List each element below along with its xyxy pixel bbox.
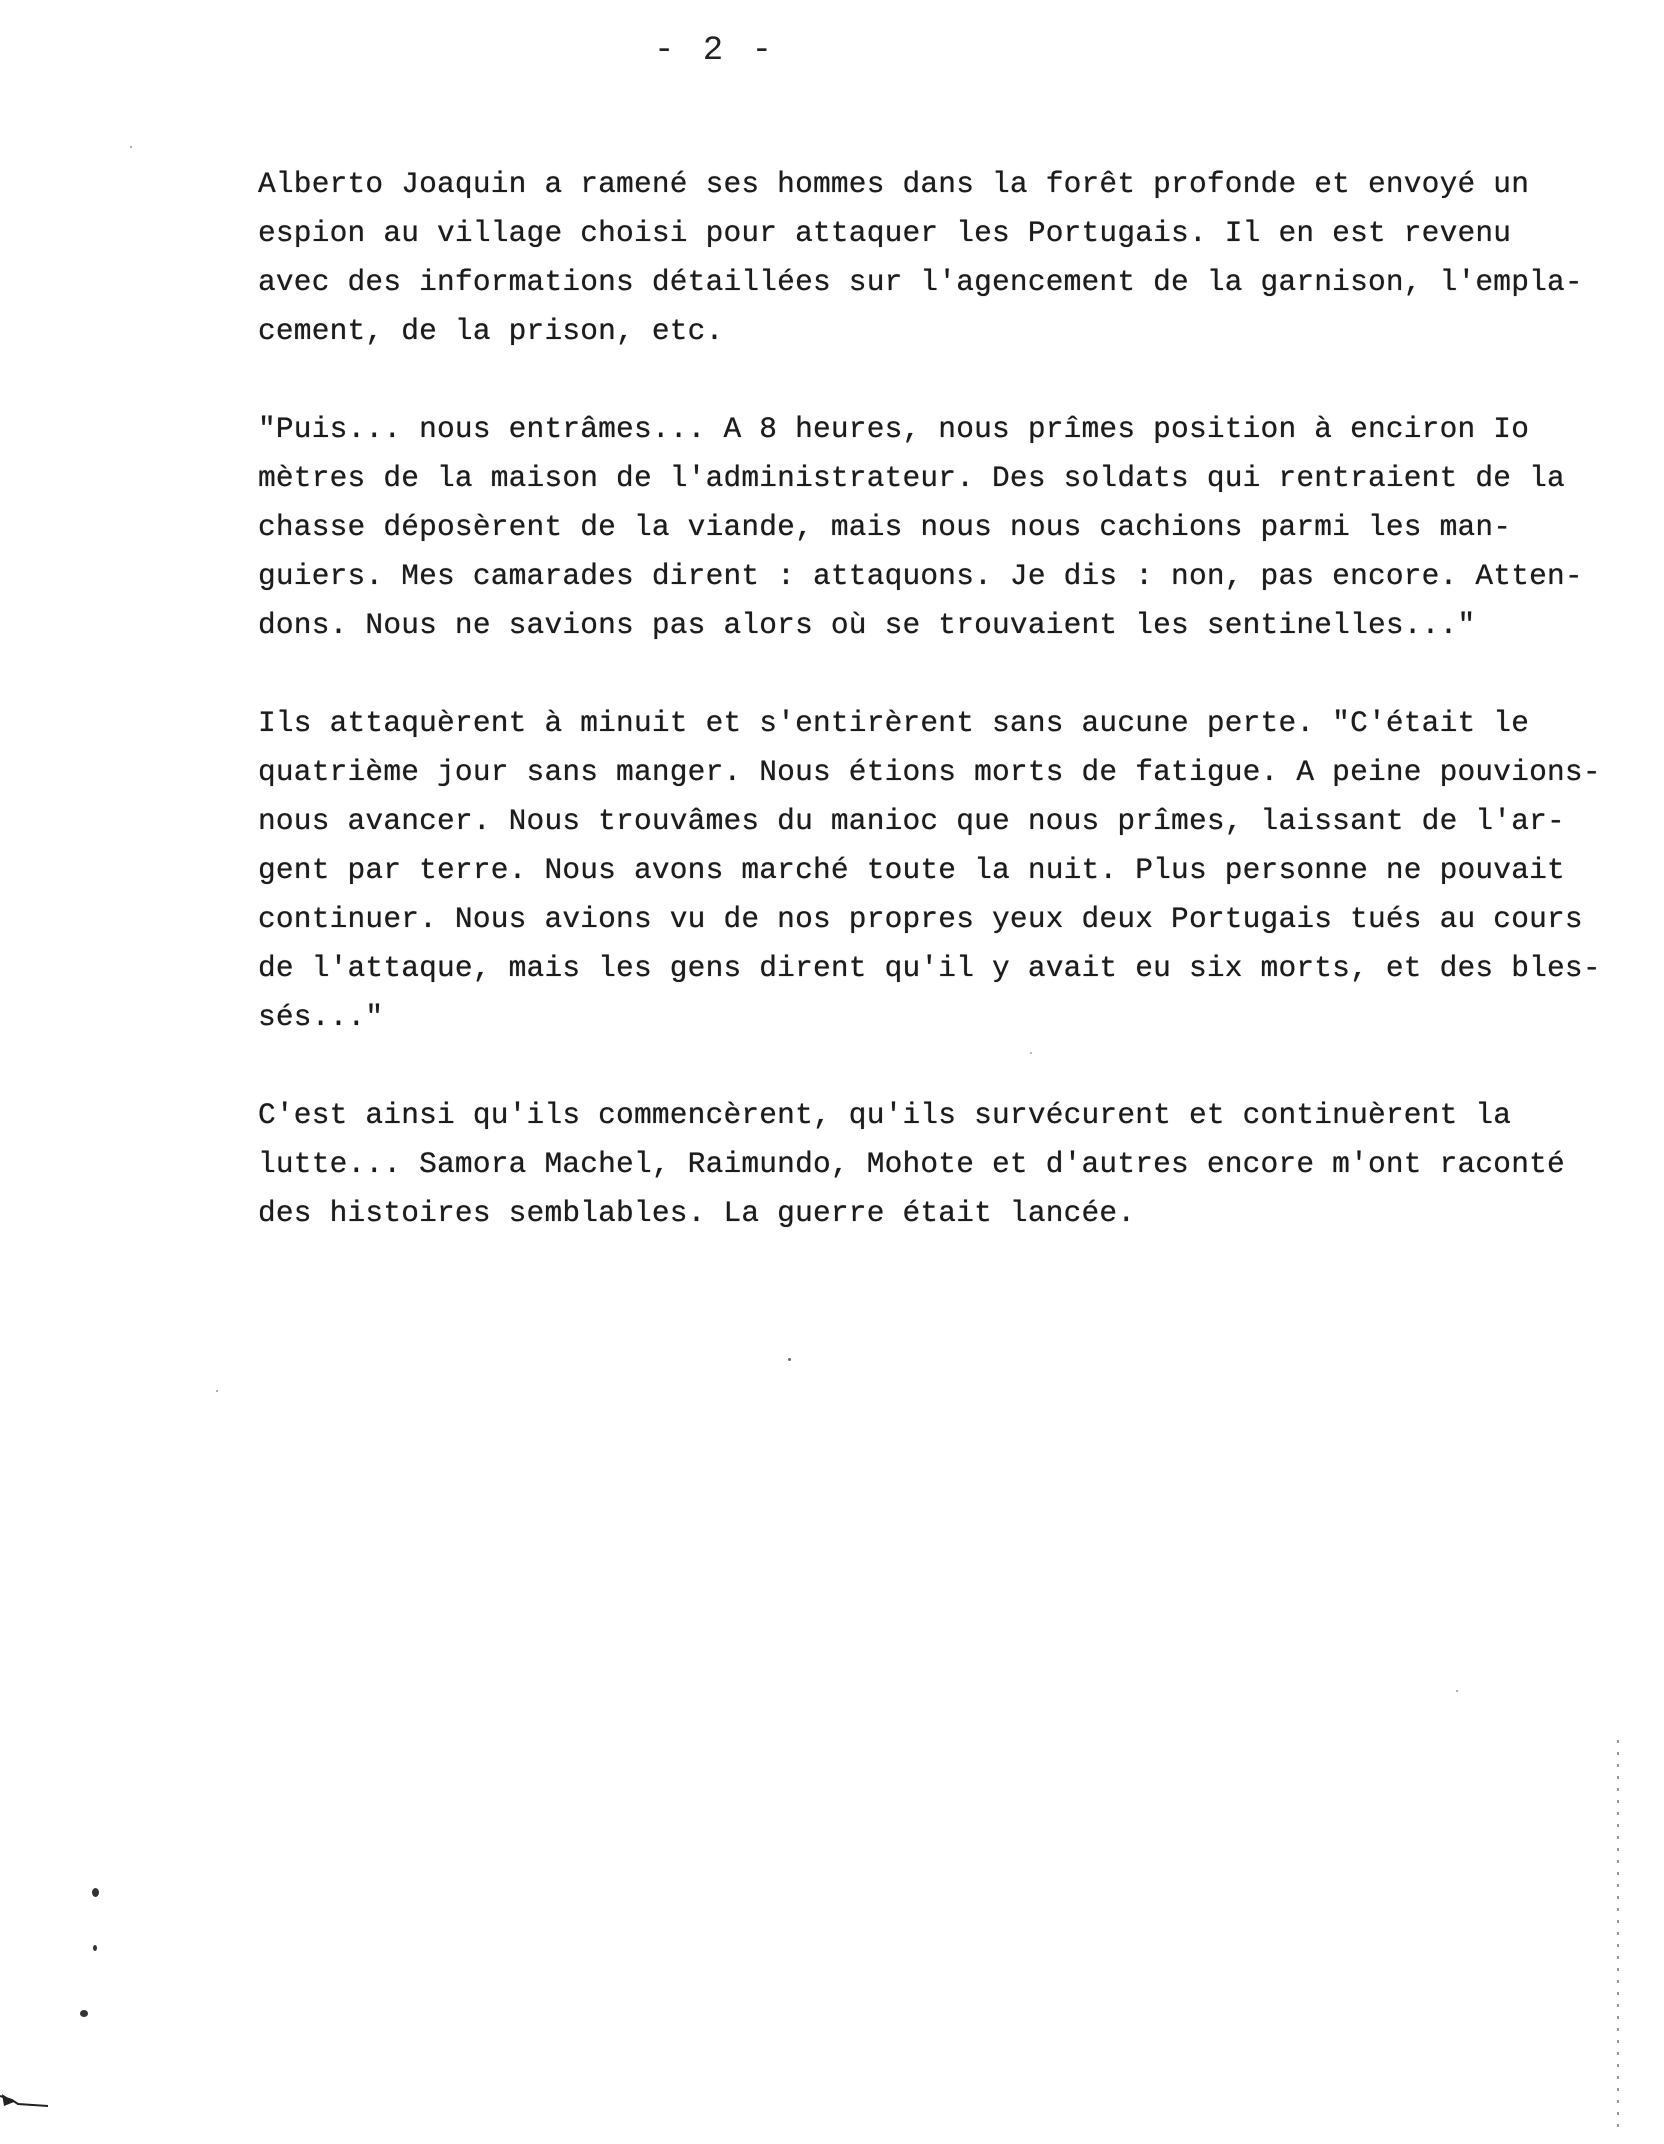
scan-speck <box>93 1945 97 1951</box>
paragraph-3 <box>258 699 1638 1042</box>
text-line: Ils attaquèrent à minuit et s'entirèrent sans aucune perte. "C'était le <box>258 706 1530 740</box>
scan-speck <box>130 146 132 148</box>
text-line: guiers. Mes camarades dirent : attaquons. Je dis : non, pas encore. Atten- <box>258 559 1583 593</box>
text-line: nous avancer. Nous trouvâmes du manioc que nous prîmes, laissant de l'ar- <box>258 804 1565 838</box>
text-line: Alberto Joaquin a ramené ses hommes dans la forêt profonde et envoyé un <box>258 167 1530 201</box>
page-number: - 2 - <box>653 32 777 70</box>
paragraph-2 <box>258 405 1638 650</box>
text-line: lutte... Samora Machel, Raimundo, Mohote et d'autres encore m'ont raconté <box>258 1147 1565 1181</box>
text-line: espion au village choisi pour attaquer les Portugais. Il en est revenu <box>258 216 1512 250</box>
scan-speck <box>92 1888 99 1897</box>
text-line: continuer. Nous avions vu de nos propres yeux deux Portugais tués au cours <box>258 902 1583 936</box>
text-line: dons. Nous ne savions pas alors où se trouvaient les sentinelles..." <box>258 608 1476 642</box>
paragraph-1 <box>258 160 1638 356</box>
scan-speck <box>1456 1690 1458 1692</box>
text-line: avec des informations détaillées sur l'agencement de la garnison, l'empla- <box>258 265 1583 299</box>
text-line: chasse déposèrent de la viande, mais nous nous cachions parmi les man- <box>258 510 1512 544</box>
text-line: sés..." <box>258 1000 384 1034</box>
text-line: C'est ainsi qu'ils commencèrent, qu'ils survécurent et continuèrent la <box>258 1098 1512 1132</box>
text-line: quatrième jour sans manger. Nous étions morts de fatigue. A peine pouvions- <box>258 755 1601 789</box>
corner-scan-mark <box>0 2094 50 2108</box>
text-line: cement, de la prison, etc. <box>258 314 724 348</box>
text-line: "Puis... nous entrâmes... A 8 heures, nous prîmes position à enciron Io <box>258 412 1530 446</box>
text-line: des histoires semblables. La guerre était lancée. <box>258 1196 1136 1230</box>
scan-speck <box>216 1390 218 1392</box>
body-text <box>258 160 1638 1287</box>
text-line: mètres de la maison de l'administrateur. Des soldats qui rentraient de la <box>258 461 1565 495</box>
paragraph-4 <box>258 1091 1638 1238</box>
scan-speck <box>1030 1052 1032 1054</box>
scan-speck <box>788 1358 791 1361</box>
binding-edge-dots <box>1617 1740 1619 2130</box>
text-line: de l'attaque, mais les gens dirent qu'il y avait eu six morts, et des bles- <box>258 951 1601 985</box>
scan-speck <box>80 2010 88 2017</box>
text-line: gent par terre. Nous avons marché toute la nuit. Plus personne ne pouvait <box>258 853 1565 887</box>
